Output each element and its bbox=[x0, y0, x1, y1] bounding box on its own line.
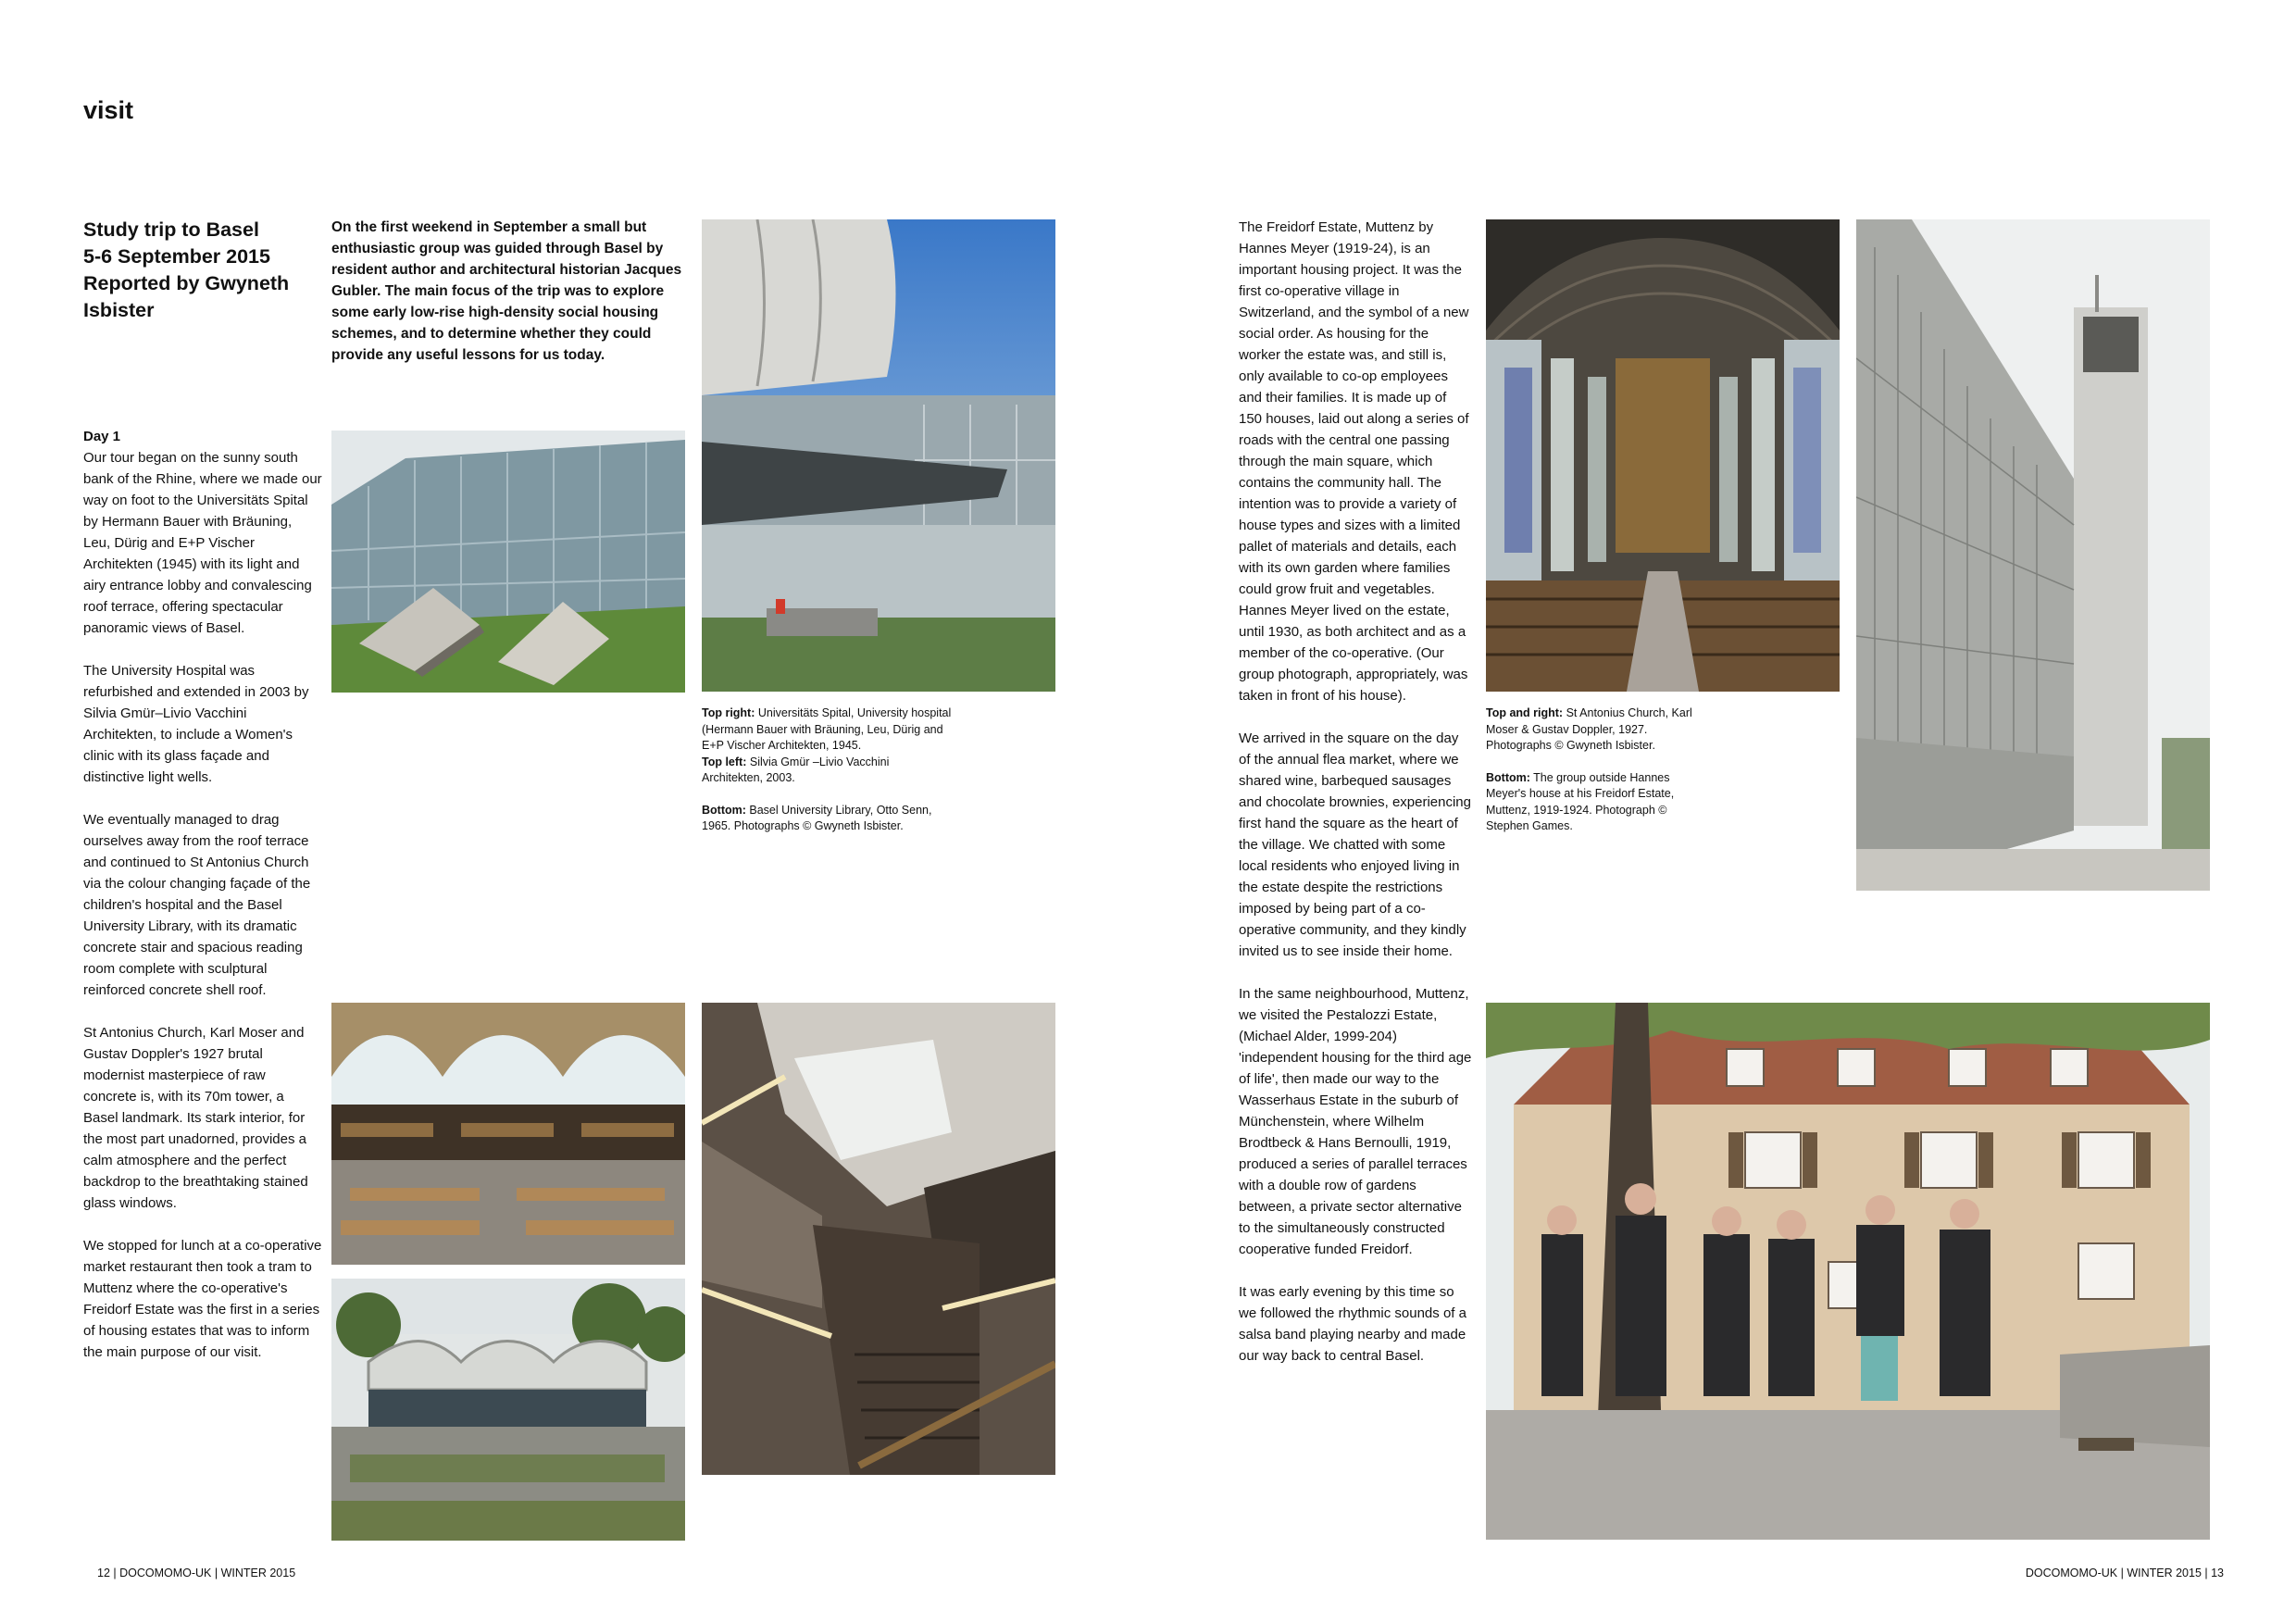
headline-line-2: 5-6 September 2015 bbox=[83, 245, 270, 268]
intro-paragraph: On the first weekend in September a small but enthusiastic group was guided through Basel by resident author and architectural historian Jacques Gubler. The main focus of the trip was to explore some early low-rise high-density social housing schemes, and to determine whether they could provide any useful lessons for us today. bbox=[331, 219, 682, 363]
photo-womens-clinic bbox=[331, 431, 685, 693]
left-photo-captions bbox=[702, 705, 952, 835]
caption-label: Top right: bbox=[702, 706, 755, 719]
caption-text: The group outside Hannes Meyer's house at his Freidorf Estate, Muttenz, 1919-1924. Photograph © Stephen Games. bbox=[1486, 770, 1675, 832]
caption-text: Universitäts Spital, University hospital (Hermann Bauer with Bräuning, Leu, Dürig and E+P Vischer Architekten, 1945. bbox=[702, 706, 952, 752]
article-headline bbox=[83, 217, 324, 324]
photo-st-antonius-interior bbox=[1486, 219, 1840, 692]
caption-label: Top and right: bbox=[1486, 706, 1564, 719]
photo-library-stair bbox=[702, 1003, 1055, 1475]
photo-universitats-spital bbox=[702, 219, 1055, 692]
right-text-column bbox=[1239, 217, 1472, 1388]
paragraph: In the same neighbourhood, Muttenz, we visited the Pestalozzi Estate, (Michael Alder, 1999-204) 'independent housing for the third age of life', then made our way to the Wasserhaus Estate in the suburb of Münchenstein, where Wilhelm Brodtbeck & Hans Bernoulli, 1919, produced a series of parallel terraces with a double row of gardens between, a private sector alternative to the simultaneously constructed cooperative funded Freidorf. bbox=[1239, 986, 1472, 1257]
photo-group-freidorf bbox=[1486, 1003, 2210, 1540]
headline-line-3: Reported by Gwyneth bbox=[83, 272, 290, 294]
caption-text: St Antonius Church, Karl Moser & Gustav Doppler, 1927. Photographs © Gwyneth Isbister. bbox=[1486, 706, 1692, 752]
left-text-column bbox=[83, 426, 322, 1384]
caption-label: Bottom: bbox=[1486, 770, 1530, 784]
caption-label: Top left: bbox=[702, 755, 747, 768]
footer-left-page-number: 12 | DOCOMOMO-UK | WINTER 2015 bbox=[97, 1567, 296, 1579]
right-photo-captions bbox=[1486, 705, 1699, 851]
headline-line-1: Study trip to Basel bbox=[83, 218, 259, 241]
photo-library-shell-roof bbox=[331, 1279, 685, 1541]
paragraph: The Freidorf Estate, Muttenz by Hannes Meyer (1919-24), is an important housing project. It was the first co-operative village in Switzerland, and the symbol of a new social order. As housing for the worker the estate was, and still is, only available to co-op employees and their families. It is made up of 150 houses, laid out along a series of roads with the central one passing through the main square, which contains the community hall. The intention was to provide a variety of house types and sizes with a limited pallet of materials and details, each with its own garden where families could grow fruit and vegetables. Hannes Meyer lived on the estate, until 1930, as both architect and as a member of the co-operative. (Our group photograph, appropriately, was taken in front of his house). bbox=[1239, 219, 1469, 704]
paragraph: We eventually managed to drag ourselves away from the roof terrace and continued to St Antonius Church via the colour changing façade of the children's hospital and the Basel University Library, with its dramatic concrete stair and spacious reading room complete with sculptural reinforced concrete shell roof. bbox=[83, 812, 311, 998]
paragraph: We arrived in the square on the day of the annual flea market, where we shared wine, barbequed sausages and chocolate brownies, experiencing first hand the square as the heart of the village. We chatted with some local residents who enjoyed living in the estate despite the restrictions imposed by being part of a co-operative community, and they kindly invited us to see inside their home. bbox=[1239, 730, 1471, 959]
headline-line-4: Isbister bbox=[83, 299, 155, 321]
paragraph: It was early evening by this time so we followed the rhythmic sounds of a salsa band playing nearby and made our way back to central Basel. bbox=[1239, 1284, 1466, 1364]
photo-library-reading-room bbox=[331, 1003, 685, 1265]
section-label: visit bbox=[83, 96, 134, 124]
caption-text: Basel University Library, Otto Senn, 1965. Photographs © Gwyneth Isbister. bbox=[702, 803, 932, 832]
caption-text: Silvia Gmür –Livio Vacchini Architekten, 2003. bbox=[702, 755, 890, 784]
photo-st-antonius-tower bbox=[1856, 219, 2210, 891]
footer-right-page-number: DOCOMOMO-UK | WINTER 2015 | 13 bbox=[2025, 1567, 2224, 1579]
paragraph: Our tour began on the sunny south bank of the Rhine, where we made our way on foot to the Universitäts Spital by Hermann Bauer with Bräuning, Leu, Dürig and E+P Vischer Architekten (1945) with its light and airy entrance lobby and convalescing roof terrace, offering spectacular panoramic views of Basel. bbox=[83, 450, 322, 636]
paragraph: The University Hospital was refurbished and extended in 2003 by Silvia Gmür–Livio Vacchini Architekten, to include a Women's clinic with its glass façade and distinctive light wells. bbox=[83, 663, 309, 785]
caption-label: Bottom: bbox=[702, 803, 746, 817]
day-heading: Day 1 bbox=[83, 429, 121, 444]
paragraph: We stopped for lunch at a co-operative market restaurant then took a tram to Muttenz where the co-operative's Freidorf Estate was the first in a series of housing estates that was to inform the main purpose of our visit. bbox=[83, 1238, 322, 1360]
paragraph: St Antonius Church, Karl Moser and Gustav Doppler's 1927 brutal modernist masterpiece of raw concrete is, with its 70m tower, a Basel landmark. Its stark interior, for the most part unadorned, provides a calm atmosphere and the perfect backdrop to the breathtaking stained glass windows. bbox=[83, 1025, 308, 1211]
